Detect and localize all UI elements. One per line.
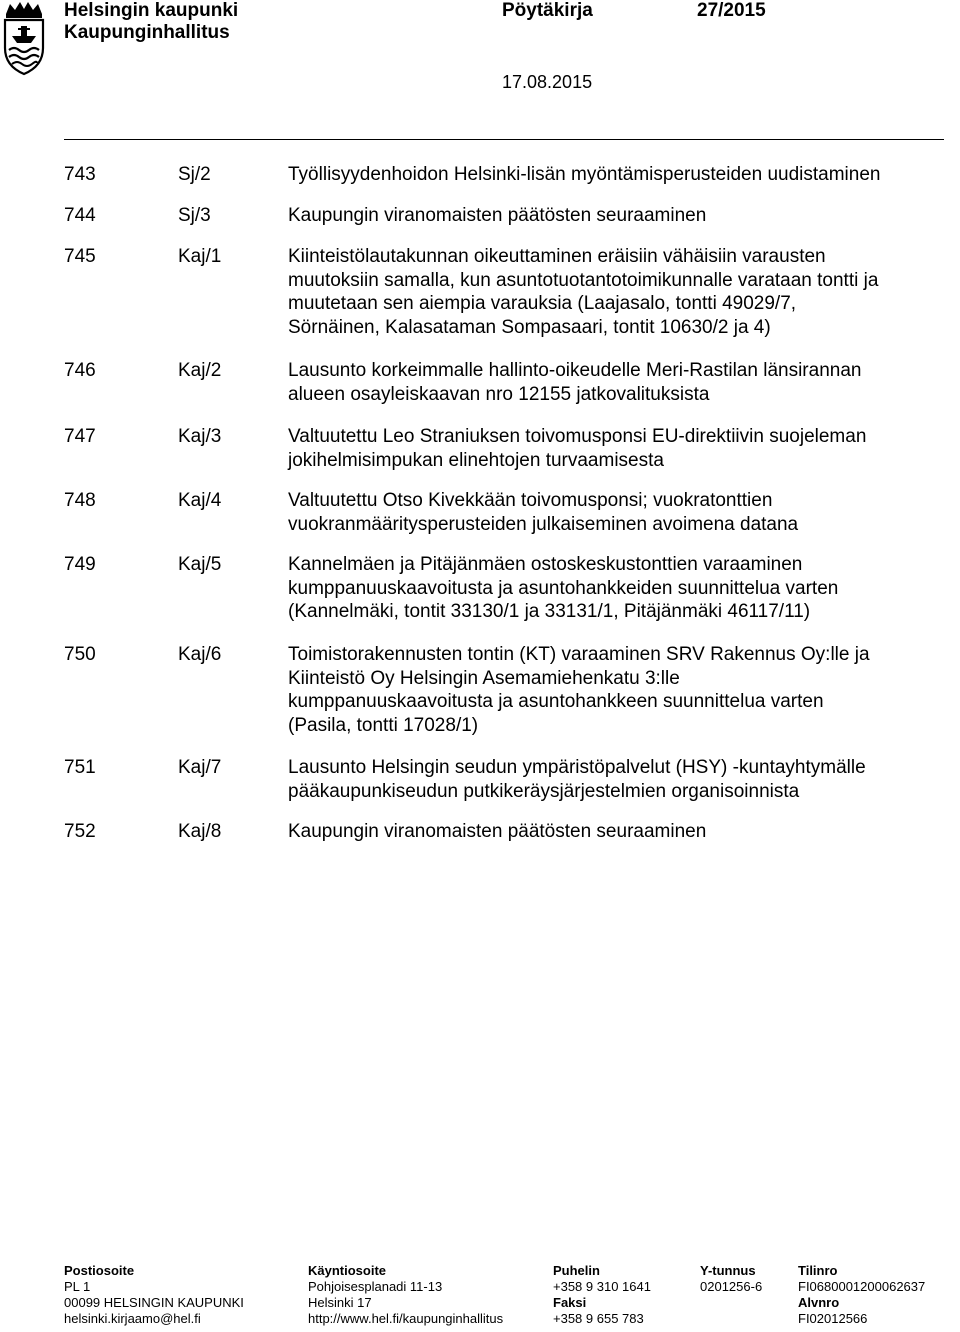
item-title-line: pääkaupunkiseudun putkikeräysjärjestelmien organisoinnista: [288, 780, 800, 802]
item-code: Kaj/7: [178, 757, 222, 778]
footer-heading: Tilinro: [798, 1263, 838, 1278]
item-title: [288, 245, 948, 339]
item-title: [288, 553, 948, 624]
footer-heading: Käyntiosoite: [308, 1263, 387, 1278]
footer-visiting-address: [308, 1263, 503, 1327]
item-title: [288, 204, 948, 228]
item-title: [288, 359, 948, 406]
item-title: [288, 425, 948, 472]
item-title-line: kumppanuuskaavoitusta ja asuntohankkeiden suunnittelua varten: [288, 577, 839, 599]
item-number: 747: [64, 426, 96, 447]
item-title-line: muutetaan sen aiempia varauksia (Laajasalo, tontti 49029/7,: [288, 293, 797, 314]
footer-email-link[interactable]: helsinki.kirjaamo@hel.fi: [64, 1311, 201, 1326]
footer-line: +358 9 310 1641: [553, 1279, 651, 1294]
item-title-line: muutoksiin samalla, kun asuntotuotantotoimikunnalle varataan tontti ja: [288, 269, 879, 291]
item-title-line: vuokranmääritysperusteiden julkaiseminen avoimena datana: [288, 513, 799, 535]
organization-body: Kaupunginhallitus: [64, 22, 230, 43]
item-title-line: kumppanuuskaavoitusta ja asuntohankkeen suunnittelua varten: [288, 691, 824, 712]
footer-line: FI0680001200062637: [798, 1279, 926, 1294]
item-number: 748: [64, 490, 96, 511]
item-title-line: jokihelmisimpukan elinehtojen turvaamisesta: [288, 449, 664, 471]
footer-website-link[interactable]: http://www.hel.fi/kaupunginhallitus: [308, 1311, 504, 1326]
item-title-line: Toimistorakennusten tontin (KT) varaaminen SRV Rakennus Oy:lle ja: [288, 644, 870, 665]
item-title-line: Kannelmäen ja Pitäjänmäen ostoskeskustonttien varaaminen: [288, 554, 803, 575]
organization-name: Helsingin kaupunki: [64, 0, 239, 21]
item-number: 743: [64, 164, 96, 185]
item-title-line: Valtuutettu Leo Straniuksen toivomusponsi EU-direktiivin suojeleman: [288, 426, 867, 447]
item-number: 750: [64, 644, 96, 665]
footer-line: PL 1: [64, 1279, 91, 1294]
item-number: 749: [64, 554, 96, 575]
item-code: Kaj/4: [178, 490, 222, 511]
footer-line: +358 9 655 783: [553, 1311, 644, 1326]
item-title-line: Lausunto Helsingin seudun ympäristöpalvelut (HSY) -kuntayhtymälle: [288, 757, 866, 778]
item-title-line: (Pasila, tontti 17028/1): [288, 714, 479, 736]
item-title-line: Työllisyydenhoidon Helsinki-lisän myöntämisperusteiden uudistaminen: [288, 164, 881, 185]
item-title: [288, 820, 948, 844]
footer-phone: [553, 1263, 651, 1327]
item-number: 752: [64, 821, 96, 842]
footer-heading: Alvnro: [798, 1295, 840, 1310]
item-code: Kaj/3: [178, 426, 222, 447]
item-title-line: Kiinteistö Oy Helsingin Asemamiehenkatu 3:lle: [288, 667, 680, 689]
item-title: [288, 643, 948, 737]
item-title-line: Sörnäinen, Kalasataman Sompasaari, tontit 10630/2 ja 4): [288, 316, 771, 338]
item-title-line: (Kannelmäki, tontit 33130/1 ja 33131/1, Pitäjänmäki 46117/11): [288, 601, 811, 622]
footer-line: FI02012566: [798, 1311, 868, 1326]
footer-account: [798, 1263, 925, 1327]
footer-heading: Y-tunnus: [700, 1263, 756, 1278]
footer-postal-address: [64, 1263, 244, 1327]
item-title-line: alueen osayleiskaavan nro 12155 jatkovalituksista: [288, 383, 710, 405]
item-code: Kaj/5: [178, 554, 222, 575]
document-number: 27/2015: [697, 0, 766, 21]
footer-heading: Puhelin: [553, 1263, 600, 1278]
item-code: Kaj/6: [178, 644, 222, 665]
document-type: Pöytäkirja: [502, 0, 593, 21]
item-code: Kaj/2: [178, 360, 222, 381]
item-title-line: Kiinteistölautakunnan oikeuttaminen eräisiin vähäisiin varausten: [288, 246, 826, 267]
item-code: Kaj/1: [178, 246, 222, 267]
item-title: [288, 163, 948, 187]
item-code: Sj/3: [178, 205, 211, 226]
footer-business-id: [700, 1263, 762, 1295]
item-title-line: Valtuutettu Otso Kivekkään toivomusponsi; vuokratonttien: [288, 490, 773, 511]
item-title: [288, 756, 948, 803]
item-title-line: Kaupungin viranomaisten päätösten seuraaminen: [288, 821, 707, 842]
meeting-date: 17.08.2015: [502, 72, 593, 92]
item-title-line: Lausunto korkeimmalle hallinto-oikeudelle Meri-Rastilan länsirannan: [288, 360, 862, 381]
footer-heading: Postiosoite: [64, 1263, 135, 1278]
item-code: Kaj/8: [178, 821, 222, 842]
footer-line: 0201256-6: [700, 1279, 763, 1294]
item-number: 745: [64, 246, 96, 267]
footer-line: 00099 HELSINGIN KAUPUNKI: [64, 1295, 244, 1310]
item-number: 751: [64, 757, 96, 778]
item-code: Sj/2: [178, 164, 211, 185]
item-title-line: Kaupungin viranomaisten päätösten seuraaminen: [288, 205, 707, 226]
footer-heading: Faksi: [553, 1295, 587, 1310]
item-title: [288, 489, 948, 536]
footer-line: Helsinki 17: [308, 1295, 372, 1310]
footer-line: Pohjoisesplanadi 11-13: [308, 1279, 443, 1294]
page-footer: [0, 1263, 960, 1329]
item-number: 746: [64, 360, 96, 381]
item-number: 744: [64, 205, 96, 226]
